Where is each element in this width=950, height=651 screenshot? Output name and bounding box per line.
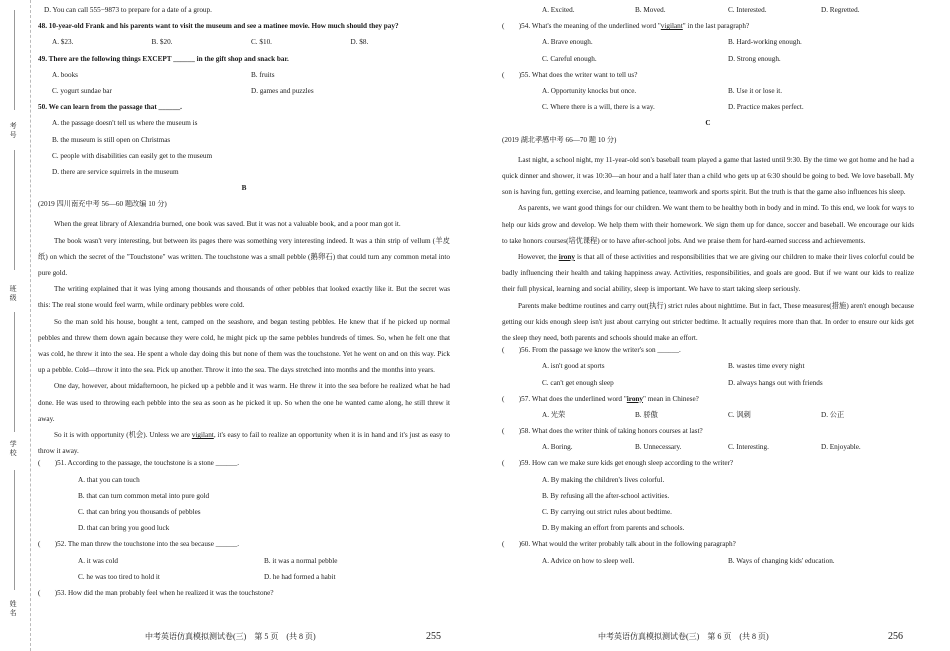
passage-paragraph-vigilant: So it is with opportunity (机会). Unless we are vigilant, it's easy to fail to realize an opportunity when it is in hand and it's just as easy to throw it away. [38,431,450,456]
question-52: ( )52. The man threw the touchstone into the sea because ______. [38,540,240,549]
option: D. there are service squirrels in the museum [52,167,179,176]
option: D. 公正 [821,410,845,419]
section-heading-b: B [241,184,247,193]
question-56: ( )56. From the passage we know the writer's son ______. [502,346,681,355]
option: C. Careful enough. [542,54,597,63]
option: A. that you can touch [78,475,140,484]
page-footer-left: 中考英语仿真模拟测试卷(三) 第 5 页 (共 8 页) [145,632,316,641]
option: C. 讽刺 [728,410,751,419]
option: B. that can turn common metal into pure gold [78,491,210,500]
option: A. $23. [52,38,74,47]
option: B. Unnecessary. [635,443,682,452]
option: D. games and puzzles [251,86,314,95]
option: B. 骄傲 [635,410,658,419]
option: A. books [52,70,78,79]
option: C. Interested. [728,6,767,14]
option: D. Enjoyable. [821,443,861,452]
page-left [38,6,450,624]
passage-paragraph: So the man sold his house, bought a tent, camped on the seashore, and began testing pebbles. He knew that if he picked up normal pebbles and threw them down again because they were cold, he might pick up the same pebbles hundreds of times. So, when he felt one that was cold, he threw it into the sea. He spent a whole day doing this but none of them was the touchstone. Yet he went on and on this way. Pick up a pebble. Cold—throw it into the sea. Pick up another. Throw it into the sea. The days stretched into months and the months into years. [38,317,450,375]
option: A. By making the children's lives colorful. [542,475,665,484]
section-heading-c: C [705,119,711,128]
margin-label-name: 姓名 [9,600,18,618]
question-48: 48. 10-year-old Frank and his parents want to visit the museum and see a matinee movie. How much should they pay? [38,22,399,31]
option: C. that can bring you thousands of pebbles [78,508,201,517]
underlined-word: vigilant [191,431,214,440]
option: D. By making an effort from parents and schools. [542,524,685,533]
option: C. Where there is a will, there is a way. [542,103,655,112]
question-52-options-row2 [38,573,450,589]
question-60-options [502,557,914,573]
option: A. Brave enough. [542,38,593,47]
margin-label-class: 班级 [9,285,18,303]
question-55-options-row2 [502,103,914,119]
question-49-options-row2 [38,87,450,103]
question-60: ( )60. What would the writer probably talk about in the following paragraph? [502,540,736,549]
option: B. Moved. [635,6,666,14]
margin-line [14,10,15,110]
page-number-left: 255 [426,631,441,642]
question-51: ( )51. According to the passage, the touchstone is a stone ______. [38,459,240,468]
question-56-options-row2 [502,379,914,395]
option: B. Use it or lose it. [728,86,783,95]
option: D. always hangs out with friends [728,378,823,387]
passage-paragraph: The book wasn't very interesting, but between its pages there was something very interesting indeed. It was a thin strip of vellum (羊皮纸) on which the secret of the "Touchstone" was written. The touchstone was a small pebble (鹅卵石) that could turn any common metal into pure gold. [38,236,450,278]
option: D. $8. [350,38,369,47]
passage-paragraph: Parents make bedtime routines and carry out(执行) strict rules about nighttime. But in fact, These measures(措施) aren't enough because getting our kids enough sleep isn't just about carrying out stricter bedtime. It actually requires more than that. In order to ensure our kids get the sleep they need, both parents and schools should make an effort. [502,301,914,342]
margin-label-exam-no: 考号 [9,122,18,140]
option: C. people with disabilities can easily get to the museum [52,151,213,160]
option: B. the museum is still open on Christmas [52,135,171,144]
page-number-right: 256 [888,631,903,642]
binding-margin [0,0,31,651]
passage-paragraph: As parents, we want good things for our children. We want them to be healthy both in body and in mind. To this end, we look for ways to help our kids grow and develop. We help them with their homework. We sign them up for dance, soccer and baseball. We encourage our kids to take honors courses(培优课程) or to have after-school jobs. And we praise them for hard-earned success and achievements. [502,204,914,245]
option: C. Interesting. [728,443,769,452]
question-54: ( )54. What's the meaning of the underlined word "vigilant" in the last paragraph? [502,22,750,31]
question-54-options-row1 [502,38,914,54]
passage-paragraph: The writing explained that it was lying among thousands and thousands of other pebbles that looked exactly like it. But the secret was this: The real stone would feel warm, while ordinary pebbles were cold. [38,285,450,310]
question-53-options [502,6,914,22]
passage-paragraph-irony: However, the irony is that all of these activities and responsibilities that we are giving our children to make their lives colorful could be badly influencing their health and taking happiness away. Activities, responsibilities, and goals are good. But if we want our kids to realize their full physical, learning and social ability, sleep is important. We have to start taking sleep seriously. [502,252,914,294]
passage-paragraph: Last night, a school night, my 11-year-old son's baseball team played a game that lasted until 9:30. By the time we got home and he had a quick dinner and shower, it was 10:30—an hour and a half later than a child who gets up at 6:30 should be going to bed. We love baseball. My son is having fun, getting exercise, and learning patience, teamwork and sports spirit. But the truth is that the game also influences his sleep. [502,155,914,197]
question-49: 49. There are the following things EXCEPT ______ in the gift shop and snack bar. [38,54,289,63]
question-52-options-row1 [38,557,450,573]
option: B. Ways of changing kids' education. [728,556,835,565]
option: D. Strong enough. [728,54,781,63]
option: C. yogurt sundae bar [52,86,112,95]
option: A. Boring. [542,443,573,452]
option: B. By refusing all the after-school activities. [542,491,670,500]
underlined-word: irony [626,394,644,403]
option: B. it was a normal pebble [264,556,338,565]
option: D. he had formed a habit [264,572,336,581]
question-58: ( )58. What does the writer think of taking honors courses at last? [502,427,703,436]
underlined-word: vigilant [660,22,683,31]
option: B. wastes time every night [728,362,805,371]
option: D. that can bring you good luck [78,524,170,533]
option: C. can't get enough sleep [542,378,614,387]
option: C. By carrying out strict rules about bedtime. [542,508,672,516]
option: C. $10. [251,38,272,47]
question-50: 50. We can learn from the passage that ______. [38,103,182,112]
option: C. he was too tired to hold it [78,572,160,581]
underlined-word: irony [558,252,575,261]
passage-paragraph: When the great library of Alexandria burned, one book was saved. But it was not a valuable book, and a poor man got it. [54,220,401,229]
question-49-options-row1 [38,71,450,87]
option: A. Opportunity knocks but once. [542,86,637,95]
section-source: (2019 湖北孝感中考 66—70 题 10 分) [502,135,617,144]
question-53: ( )53. How did the man probably feel when he realized it was the touchstone? [38,588,274,597]
question-59: ( )59. How can we make sure kids get enough sleep according to the writer? [502,459,734,468]
option: A. it was cold [78,556,118,565]
margin-line [14,312,15,432]
question-55-options-row1 [502,87,914,103]
question-58-options [502,443,914,459]
margin-line [14,470,15,590]
option: A. 光荣 [542,410,566,419]
page-right [502,6,914,624]
option: B. $20. [151,38,173,47]
option: A. the passage doesn't tell us where the museum is [52,119,198,128]
option: A. Advice on how to sleep well. [542,556,635,565]
option: D. Practice makes perfect. [728,103,804,112]
margin-line [14,150,15,270]
page-footer-right: 中考英语仿真模拟测试卷(三) 第 6 页 (共 8 页) [598,632,769,641]
option: A. Excited. [542,6,575,14]
option: A. isn't good at sports [542,362,605,371]
question-48-options [38,38,450,54]
question-55: ( )55. What does the writer want to tell us? [502,70,638,79]
question-54-options-row2 [502,55,914,71]
question-57-options [502,411,914,427]
question-57: ( )57. What does the underlined word "irony" mean in Chinese? [502,394,699,403]
question-56-options-row1 [502,362,914,378]
passage-paragraph: One day, however, about midafternoon, he picked up a pebble and it was warm. He threw it into the sea before he realized what he had done. He was used to throwing each pebble into the sea as soon as he picked it up. So when the one he wanted came along, he still threw it away. [38,382,450,423]
option-text: D. You can call 555−9873 to prepare for a date of a group. [44,6,212,14]
option: B. Hard-working enough. [728,38,802,47]
option: B. fruits [251,70,275,79]
margin-label-school: 学校 [9,440,18,458]
option: D. Regretted. [821,6,860,14]
section-source: (2019 四川南充中考 56—60 题改编 10 分) [38,200,167,209]
